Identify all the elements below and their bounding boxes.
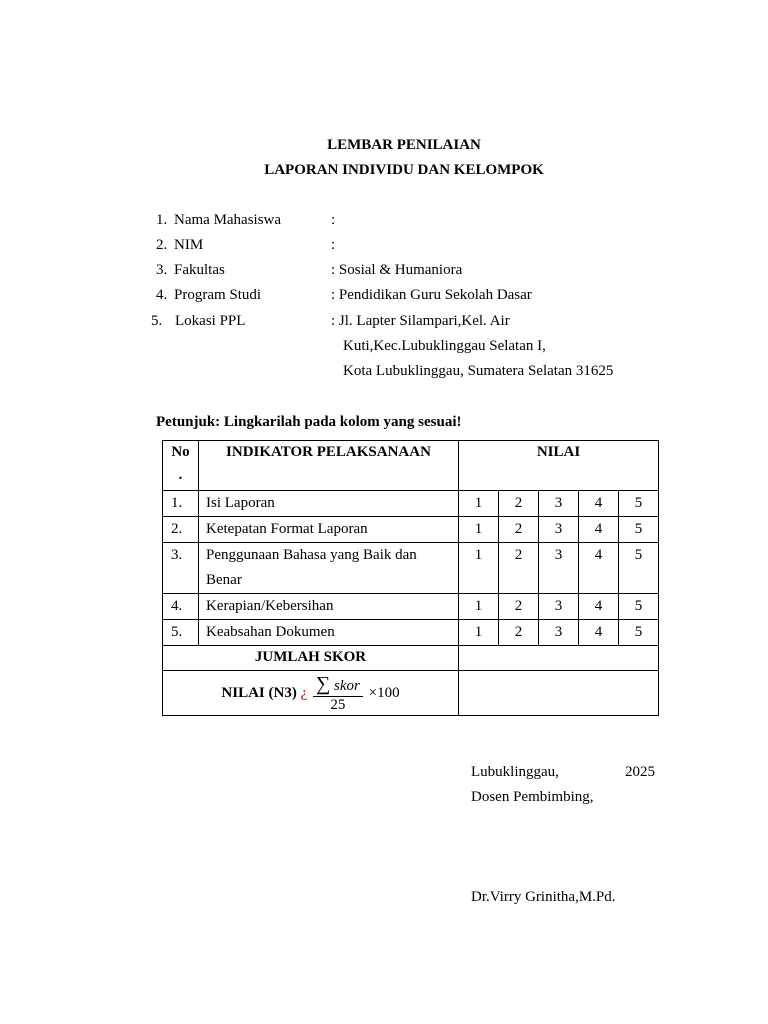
info-label: Nama Mahasiswa — [174, 212, 282, 228]
score-option[interactable]: 3 — [539, 594, 579, 620]
header-score — [459, 441, 659, 491]
score-option[interactable]: 2 — [499, 517, 539, 543]
row-number: 1. — [163, 491, 199, 517]
table-row — [163, 517, 659, 543]
table-header-row — [163, 441, 659, 491]
address-line: Kuti,Kec.Lubuklinggau Selatan I, — [343, 338, 546, 354]
address-line: Kota Lubuklinggau, Sumatera Selatan 31625 — [343, 363, 614, 379]
formula-denominator: 25 — [330, 696, 346, 713]
form-title: LEMBAR PENILAIAN — [327, 137, 481, 153]
row-indicator-line: Penggunaan Bahasa yang Baik dan — [206, 547, 417, 563]
score-option[interactable]: 4 — [579, 491, 619, 517]
info-num: 1. — [156, 212, 168, 228]
score-option[interactable]: 3 — [539, 620, 579, 646]
info-value: : — [331, 237, 336, 253]
form-subtitle: LAPORAN INDIVIDU DAN KELOMPOK — [264, 162, 544, 178]
score-option[interactable]: 2 — [499, 543, 539, 594]
score-option[interactable]: 4 — [579, 594, 619, 620]
row-number: 3. — [163, 543, 199, 594]
formula-multiplier: ×100 — [368, 684, 400, 701]
score-option[interactable]: 1 — [459, 517, 499, 543]
info-label: Program Studi — [174, 287, 262, 303]
table-row — [163, 491, 659, 517]
score-option[interactable]: 4 — [579, 543, 619, 594]
row-indicator: Keabsahan Dokumen — [199, 620, 459, 646]
score-option[interactable]: 5 — [619, 517, 659, 543]
header-score-label: NILAI — [536, 444, 581, 460]
score-option[interactable]: 3 — [539, 543, 579, 594]
info-num: 2. — [156, 237, 168, 253]
info-num: 3. — [156, 262, 168, 278]
score-option[interactable]: 5 — [619, 594, 659, 620]
score-option[interactable]: 1 — [459, 620, 499, 646]
formula-numerator — [313, 673, 363, 697]
total-score-row — [163, 646, 659, 671]
score-option[interactable]: 2 — [499, 620, 539, 646]
row-number: 2. — [163, 517, 199, 543]
row-indicator — [199, 543, 459, 594]
signature-name: Dr.Virry Grinitha,M.Pd. — [471, 889, 616, 905]
info-value: : — [331, 212, 336, 228]
assessment-table — [162, 440, 659, 716]
total-score-label — [163, 646, 459, 671]
final-score-label: NILAI (N3) — [221, 684, 297, 701]
row-indicator: Kerapian/Kebersihan — [199, 594, 459, 620]
header-no-label: No — [171, 444, 190, 460]
row-indicator: Isi Laporan — [199, 491, 459, 517]
info-label: Fakultas — [174, 262, 225, 278]
score-option[interactable]: 3 — [539, 491, 579, 517]
score-option[interactable]: 1 — [459, 594, 499, 620]
table-row — [163, 620, 659, 646]
instruction: Petunjuk: Lingkarilah pada kolom yang sesuai! — [156, 414, 462, 430]
info-num: 4. — [156, 287, 168, 303]
formula-fraction — [313, 673, 363, 714]
formula-glyph: ¿ — [300, 684, 308, 701]
info-label: NIM — [174, 237, 204, 253]
score-option[interactable]: 5 — [619, 491, 659, 517]
header-no-dot: . — [178, 467, 183, 483]
score-option[interactable]: 1 — [459, 491, 499, 517]
score-option[interactable]: 3 — [539, 517, 579, 543]
score-option[interactable]: 1 — [459, 543, 499, 594]
info-label: Lokasi PPL — [175, 313, 246, 329]
header-no — [163, 441, 199, 491]
score-option[interactable]: 5 — [619, 543, 659, 594]
header-indicator-label: INDIKATOR PELAKSANAAN — [226, 444, 431, 460]
score-option[interactable]: 5 — [619, 620, 659, 646]
score-option[interactable]: 4 — [579, 620, 619, 646]
info-num: 5. — [151, 313, 163, 329]
table-row — [163, 543, 659, 594]
signature-year: 2025 — [625, 764, 655, 780]
info-value: : Sosial & Humaniora — [331, 262, 463, 278]
score-option[interactable]: 2 — [499, 491, 539, 517]
score-option[interactable]: 2 — [499, 594, 539, 620]
row-number: 5. — [163, 620, 199, 646]
score-option[interactable]: 4 — [579, 517, 619, 543]
info-value: : Pendidikan Guru Sekolah Dasar — [331, 287, 532, 303]
row-number: 4. — [163, 594, 199, 620]
info-value: : Jl. Lapter Silampari,Kel. Air — [331, 313, 510, 329]
final-score-formula — [163, 671, 459, 716]
sigma-symbol: ∑ — [316, 672, 331, 695]
row-indicator-line: Benar — [206, 572, 242, 588]
numerator-text: skor — [334, 677, 360, 694]
total-score-text: JUMLAH SKOR — [254, 649, 367, 665]
row-indicator: Ketepatan Format Laporan — [199, 517, 459, 543]
total-score-value[interactable] — [459, 646, 659, 671]
signature-role: Dosen Pembimbing, — [471, 789, 594, 805]
final-score-row — [163, 671, 659, 716]
final-score-value[interactable] — [459, 671, 659, 716]
table-row — [163, 594, 659, 620]
signature-place: Lubuklinggau, — [471, 764, 559, 780]
header-indicator — [199, 441, 459, 491]
